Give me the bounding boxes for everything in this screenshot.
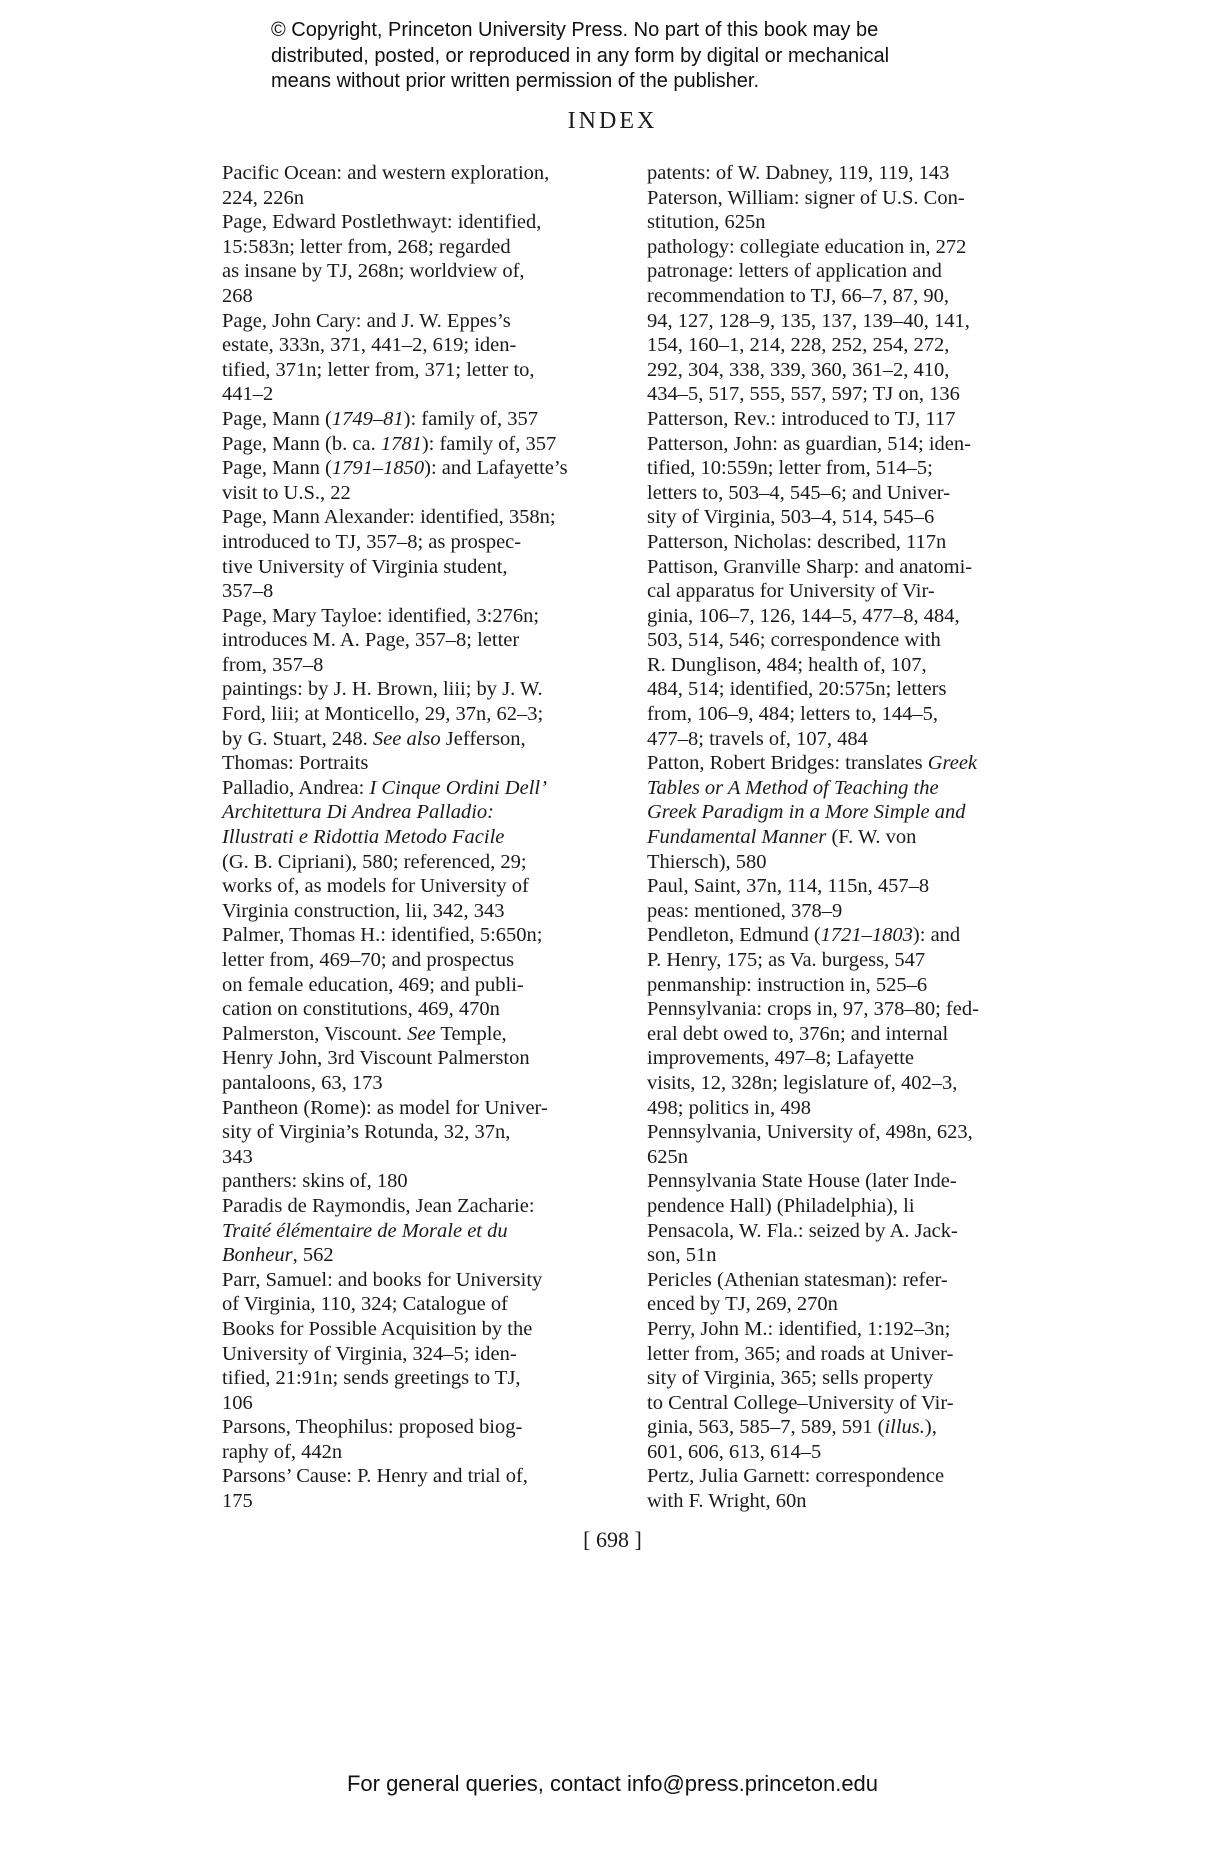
- index-entry: [647, 186, 1047, 235]
- index-entry-line: Patterson, Rev.: introduced to TJ, 117: [647, 407, 956, 430]
- index-entry: [222, 1096, 612, 1170]
- index-entry-line: 268: [222, 284, 253, 307]
- index-entry-line: Patton, Robert Bridges: translates Greek: [647, 752, 978, 775]
- index-entry-line: Thomas: Portraits: [222, 752, 369, 775]
- index-entry-line: 434–5, 517, 555, 557, 597; TJ on, 136: [647, 383, 960, 406]
- index-entry: [647, 1169, 1047, 1218]
- index-entry-line: Page, Mann (b. ca. 1781): family of, 357: [222, 432, 557, 455]
- index-entry-line: 175: [222, 1490, 253, 1513]
- index-entry-line: estate, 333n, 371, 441–2, 619; iden-: [222, 334, 517, 357]
- index-entry-line: Page, Mann Alexander: identified, 358n;: [222, 506, 556, 529]
- index-entry: [222, 1169, 612, 1194]
- page-heading: INDEX: [567, 108, 658, 134]
- index-entry-line: visit to U.S., 22: [222, 481, 351, 504]
- index-entry-line: tified, 21:91n; sends greetings to TJ,: [222, 1367, 521, 1390]
- index-entry-line: Palmer, Thomas H.: identified, 5:650n;: [222, 924, 543, 947]
- index-entry-line: 106: [222, 1391, 253, 1414]
- index-entry: [222, 1194, 612, 1268]
- index-entry-line: Palladio, Andrea: I Cinque Ordini Dell’: [222, 776, 547, 799]
- index-entry: [222, 505, 612, 603]
- index-entry-line: Pennsylvania, University of, 498n, 623,: [647, 1121, 973, 1144]
- index-entry: [222, 432, 612, 457]
- index-entry-line: ginia, 106–7, 126, 144–5, 477–8, 484,: [647, 604, 960, 627]
- index-entry: [222, 1022, 612, 1071]
- index-entry-line: Parr, Samuel: and books for University: [222, 1268, 543, 1291]
- index-entry-line: stitution, 625n: [647, 211, 766, 234]
- index-entry-line: letter from, 469–70; and prospectus: [222, 949, 515, 971]
- index-entry-line: Fundamental Manner (F. W. von: [647, 826, 917, 849]
- index-entry-line: improvements, 497–8; Lafayette: [647, 1047, 914, 1070]
- index-entry-line: of Virginia, 110, 324; Catalogue of: [222, 1293, 508, 1316]
- index-entry-line: 503, 514, 546; correspondence with: [647, 629, 941, 652]
- index-entry: [647, 997, 1047, 1120]
- page-number: [ 698 ]: [583, 1527, 642, 1552]
- index-entry-line: ginia, 563, 585–7, 589, 591 (illus.),: [647, 1416, 937, 1439]
- index-entry: [222, 923, 612, 1021]
- index-entry-line: enced by TJ, 269, 270n: [647, 1293, 838, 1316]
- index-entry-line: 343: [222, 1145, 253, 1168]
- index-entry-line: Traité élémentaire de Morale et du: [222, 1219, 508, 1242]
- index-entry: [647, 874, 1047, 899]
- index-entry-line: Parsons, Theophilus: proposed biog-: [222, 1416, 523, 1439]
- index-entry: [647, 1317, 1047, 1465]
- footer-contact: For general queries, contact info@press.princeton.edu: [346, 1771, 879, 1796]
- index-entry-line: Virginia construction, lii, 342, 343: [222, 899, 505, 922]
- index-entry-line: Page, Mary Tayloe: identified, 3:276n;: [222, 604, 540, 627]
- index-entry-line: 224, 226n: [222, 186, 304, 209]
- index-entry-line: Palmerston, Viscount. See Temple,: [222, 1022, 507, 1045]
- index-entry-line: Books for Possible Acquisition by the: [222, 1317, 533, 1340]
- index-entry: [222, 210, 612, 308]
- index-entry-line: University of Virginia, 324–5; iden-: [222, 1342, 517, 1365]
- index-entry-line: Bonheur, 562: [222, 1244, 334, 1267]
- index-entry-line: R. Dunglison, 484; health of, 107,: [647, 653, 927, 676]
- copyright-line: distributed, posted, or reproduced in any form by digital or mechanical: [271, 44, 890, 67]
- index-entry-line: Page, John Cary: and J. W. Eppes’s: [222, 309, 511, 332]
- index-entry-line: Patterson, Nicholas: described, 117n: [647, 530, 947, 553]
- index-entry: [647, 899, 1047, 924]
- index-entry-line: sity of Virginia, 365; sells property: [647, 1367, 934, 1390]
- index-entry-line: letter from, 365; and roads at Univer-: [647, 1342, 954, 1365]
- index-entry-line: cation on constitutions, 469, 470n: [222, 998, 500, 1021]
- index-entry-line: peas: mentioned, 378–9: [647, 899, 843, 922]
- copyright-notice: [271, 18, 991, 95]
- index-entry-line: pendence Hall) (Philadelphia), li: [647, 1194, 915, 1217]
- index-entry: [222, 161, 612, 210]
- index-column-right: [647, 161, 1047, 1514]
- index-entry-line: (G. B. Cipriani), 580; referenced, 29;: [222, 850, 527, 873]
- index-entry-line: 94, 127, 128–9, 135, 137, 139–40, 141,: [647, 309, 970, 332]
- index-entry: [647, 555, 1047, 752]
- index-entry-line: P. Henry, 175; as Va. burgess, 547: [647, 949, 926, 971]
- index-entry-line: raphy of, 442n: [222, 1440, 343, 1463]
- index-entry-line: Pennsylvania: crops in, 97, 378–80; fed-: [647, 998, 979, 1021]
- index-entry-line: with F. Wright, 60n: [647, 1490, 807, 1513]
- index-entry-line: sity of Virginia, 503–4, 514, 545–6: [647, 506, 935, 529]
- index-entry-line: Paradis de Raymondis, Jean Zacharie:: [222, 1194, 535, 1217]
- index-entry-line: letters to, 503–4, 545–6; and Univer-: [647, 481, 951, 504]
- index-entry-line: by G. Stuart, 248. See also Jefferson,: [222, 727, 526, 750]
- index-entry-line: Page, Edward Postlethwayt: identified,: [222, 211, 542, 234]
- index-entry-line: Paul, Saint, 37n, 114, 115n, 457–8: [647, 875, 930, 898]
- copyright-line: means without prior written permission of the publisher.: [271, 70, 760, 92]
- index-entry-line: Pericles (Athenian statesman): refer-: [647, 1268, 948, 1291]
- index-entry-line: 498; politics in, 498: [647, 1096, 811, 1119]
- index-entry-line: pathology: collegiate education in, 272: [647, 235, 967, 258]
- index-entry-line: works of, as models for University of: [222, 875, 529, 898]
- index-entry: [222, 309, 612, 407]
- index-entry-line: 441–2: [222, 383, 274, 406]
- index-entry-line: Paterson, William: signer of U.S. Con-: [647, 186, 965, 209]
- index-entry-line: Illustrati e Ridottia Metodo Facile: [222, 826, 505, 849]
- index-entry-line: Pennsylvania State House (later Inde-: [647, 1170, 957, 1193]
- index-entry-line: Page, Mann (1791–1850): and Lafayette’s: [222, 457, 568, 480]
- index-entry-line: Parsons’ Cause: P. Henry and trial of,: [222, 1465, 528, 1488]
- copyright-line: © Copyright, Princeton University Press. No part of this book may be: [271, 19, 879, 41]
- index-entry-line: 357–8: [222, 580, 274, 603]
- index-entry: [647, 530, 1047, 555]
- index-entry-line: Pendleton, Edmund (1721–1803): and: [647, 924, 961, 947]
- index-entry: [222, 1415, 612, 1464]
- index-entry: [222, 407, 612, 432]
- index-entry-line: Page, Mann (1749–81): family of, 357: [222, 407, 539, 430]
- index-entry: [647, 923, 1047, 972]
- index-entry: [647, 432, 1047, 530]
- index-entry-line: Patterson, John: as guardian, 514; iden-: [647, 432, 971, 455]
- index-entry-line: visits, 12, 328n; legislature of, 402–3,: [647, 1071, 958, 1094]
- index-entry-line: panthers: skins of, 180: [222, 1170, 408, 1193]
- index-entry-line: 477–8; travels of, 107, 484: [647, 727, 868, 750]
- index-entry-line: Pensacola, W. Fla.: seized by A. Jack-: [647, 1219, 958, 1242]
- index-entry-line: sity of Virginia’s Rotunda, 32, 37n,: [222, 1121, 511, 1144]
- index-entry-line: Thiersch), 580: [647, 850, 767, 873]
- index-entry-line: introduces M. A. Page, 357–8; letter: [222, 629, 520, 652]
- index-entry-line: Pantheon (Rome): as model for Univer-: [222, 1096, 548, 1119]
- index-entry: [222, 677, 612, 775]
- index-entry-line: tified, 10:559n; letter from, 514–5;: [647, 457, 933, 480]
- index-entry-line: 601, 606, 613, 614–5: [647, 1440, 822, 1463]
- index-entry: [222, 1464, 612, 1513]
- index-entry-line: Pattison, Granville Sharp: and anatomi-: [647, 555, 973, 578]
- index-entry-line: as insane by TJ, 268n; worldview of,: [222, 260, 525, 283]
- index-entry-line: Greek Paradigm in a More Simple and: [647, 801, 966, 824]
- index-entry-line: 154, 160–1, 214, 228, 252, 254, 272,: [647, 334, 950, 357]
- index-entry: [222, 1268, 612, 1416]
- index-entry-line: to Central College–University of Vir-: [647, 1391, 954, 1414]
- index-entry-line: penmanship: instruction in, 525–6: [647, 973, 928, 996]
- index-entry-line: tive University of Virginia student,: [222, 555, 508, 578]
- index-entry: [222, 1071, 612, 1096]
- index-entry-line: tified, 371n; letter from, 371; letter to,: [222, 358, 535, 381]
- index-entry: [222, 776, 612, 924]
- index-entry: [222, 456, 612, 505]
- index-entry-line: from, 357–8: [222, 653, 324, 676]
- index-entry-line: Tables or A Method of Teaching the: [647, 776, 939, 799]
- index-entry: [647, 407, 1047, 432]
- index-entry-line: from, 106–9, 484; letters to, 144–5,: [647, 703, 938, 726]
- index-column-left: [222, 161, 612, 1514]
- index-entry-line: patronage: letters of application and: [647, 260, 942, 283]
- index-entry-line: 484, 514; identified, 20:575n; letters: [647, 678, 947, 701]
- index-entry-line: Pacific Ocean: and western exploration,: [222, 162, 550, 184]
- index-entry-line: 15:583n; letter from, 268; regarded: [222, 235, 511, 258]
- index-entry-line: recommendation to TJ, 66–7, 87, 90,: [647, 284, 949, 307]
- index-entry: [647, 1464, 1047, 1513]
- index-entry: [222, 604, 612, 678]
- index-entry: [647, 1219, 1047, 1268]
- index-entry-line: Perry, John M.: identified, 1:192–3n;: [647, 1317, 951, 1340]
- index-entry-line: cal apparatus for University of Vir-: [647, 580, 935, 603]
- index-entry-line: 625n: [647, 1145, 688, 1168]
- index-entry-line: introduced to TJ, 357–8; as prospec-: [222, 530, 522, 553]
- index-entry-line: eral debt owed to, 376n; and internal: [647, 1022, 949, 1045]
- index-entry-line: Architettura Di Andrea Palladio:: [222, 801, 494, 824]
- index-entry-line: pantaloons, 63, 173: [222, 1071, 383, 1094]
- index-entry: [647, 1268, 1047, 1317]
- index-entry-line: Ford, liii; at Monticello, 29, 37n, 62–3;: [222, 703, 544, 726]
- index-entry-line: son, 51n: [647, 1244, 717, 1267]
- index-entry: [647, 235, 1047, 260]
- index-entry: [647, 259, 1047, 407]
- index-entry-line: paintings: by J. H. Brown, liii; by J. W.: [222, 678, 543, 701]
- index-entry: [647, 1120, 1047, 1169]
- index-entry-line: 292, 304, 338, 339, 360, 361–2, 410,: [647, 358, 950, 381]
- index-entry: [647, 161, 1047, 186]
- index-entry-line: on female education, 469; and publi-: [222, 973, 524, 996]
- index-entry-line: Pertz, Julia Garnett: correspondence: [647, 1465, 945, 1488]
- index-entry-line: patents: of W. Dabney, 119, 119, 143: [647, 162, 950, 184]
- index-entry: [647, 973, 1047, 998]
- index-entry-line: Henry John, 3rd Viscount Palmerston: [222, 1047, 530, 1070]
- index-entry: [647, 751, 1047, 874]
